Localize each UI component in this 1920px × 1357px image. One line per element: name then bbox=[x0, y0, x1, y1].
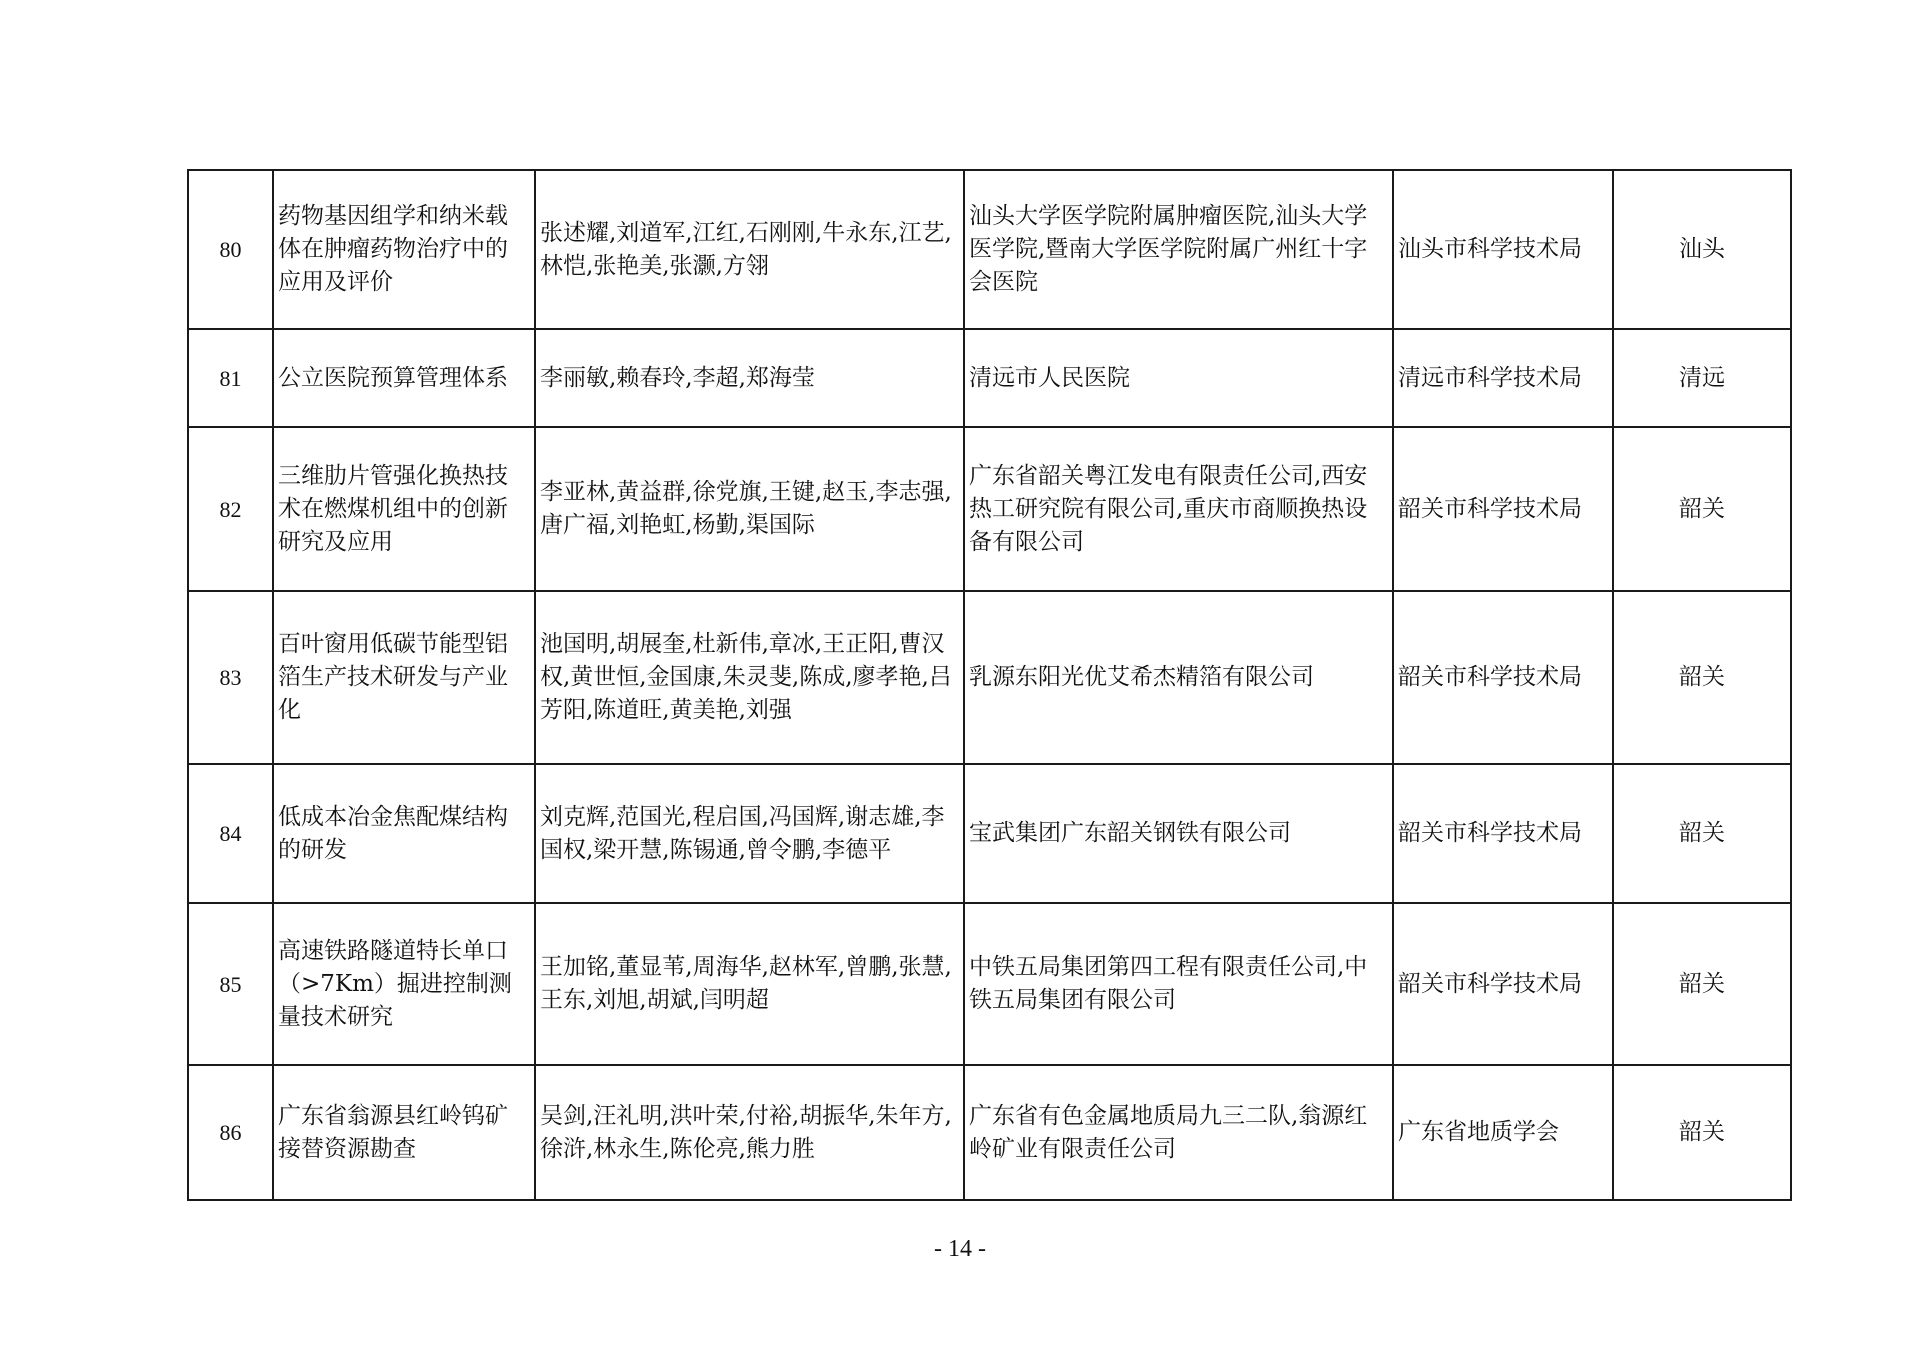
nominating-unit: 清远市科学技术局 bbox=[1393, 329, 1613, 427]
team-members: 刘克辉,范国光,程启国,冯国辉,谢志雄,李国权,梁开慧,陈锡通,曾令鹏,李德平 bbox=[535, 764, 964, 903]
city: 清远 bbox=[1613, 329, 1791, 427]
table-row bbox=[188, 903, 1791, 1065]
table-row bbox=[188, 1065, 1791, 1200]
city: 韶关 bbox=[1613, 427, 1791, 591]
team-members: 王加铭,董显苇,周海华,赵林军,曾鹏,张慧,王东,刘旭,胡斌,闫明超 bbox=[535, 903, 964, 1065]
row-number: 80 bbox=[188, 170, 273, 329]
award-table bbox=[187, 169, 1792, 1201]
table-row bbox=[188, 591, 1791, 764]
table-row bbox=[188, 427, 1791, 591]
city: 韶关 bbox=[1613, 764, 1791, 903]
team-members: 张述耀,刘道军,江红,石刚刚,牛永东,江艺,林恺,张艳美,张灏,方翎 bbox=[535, 170, 964, 329]
project-name: 百叶窗用低碳节能型铝箔生产技术研发与产业化 bbox=[273, 591, 535, 764]
team-members: 池国明,胡展奎,杜新伟,章冰,王正阳,曹汉权,黄世恒,金国康,朱灵斐,陈成,廖孝艳,吕芳阳,陈道旺,黄美艳,刘强 bbox=[535, 591, 964, 764]
team-members: 吴剑,汪礼明,洪叶荣,付裕,胡振华,朱年方,徐浒,林永生,陈伦亮,熊力胜 bbox=[535, 1065, 964, 1200]
row-number: 85 bbox=[188, 903, 273, 1065]
table-row bbox=[188, 170, 1791, 329]
row-number: 82 bbox=[188, 427, 273, 591]
project-name: 广东省翁源县红岭钨矿接替资源勘查 bbox=[273, 1065, 535, 1200]
completing-units: 乳源东阳光优艾希杰精箔有限公司 bbox=[964, 591, 1393, 764]
row-number: 81 bbox=[188, 329, 273, 427]
page-number: - 14 - bbox=[934, 1236, 986, 1262]
nominating-unit: 广东省地质学会 bbox=[1393, 1065, 1613, 1200]
table-row bbox=[188, 329, 1791, 427]
nominating-unit: 韶关市科学技术局 bbox=[1393, 764, 1613, 903]
completing-units: 汕头大学医学院附属肿瘤医院,汕头大学医学院,暨南大学医学院附属广州红十字会医院 bbox=[964, 170, 1393, 329]
completing-units: 广东省韶关粤江发电有限责任公司,西安热工研究院有限公司,重庆市商顺换热设备有限公司 bbox=[964, 427, 1393, 591]
row-number: 86 bbox=[188, 1065, 273, 1200]
row-number: 84 bbox=[188, 764, 273, 903]
city: 汕头 bbox=[1613, 170, 1791, 329]
project-name: 药物基因组学和纳米载体在肿瘤药物治疗中的应用及评价 bbox=[273, 170, 535, 329]
project-name: 公立医院预算管理体系 bbox=[273, 329, 535, 427]
city: 韶关 bbox=[1613, 903, 1791, 1065]
nominating-unit: 韶关市科学技术局 bbox=[1393, 427, 1613, 591]
completing-units: 广东省有色金属地质局九三二队,翁源红岭矿业有限责任公司 bbox=[964, 1065, 1393, 1200]
completing-units: 宝武集团广东韶关钢铁有限公司 bbox=[964, 764, 1393, 903]
project-name: 高速铁路隧道特长单口（>7Km）掘进控制测量技术研究 bbox=[273, 903, 535, 1065]
nominating-unit: 韶关市科学技术局 bbox=[1393, 591, 1613, 764]
team-members: 李亚林,黄益群,徐党旗,王键,赵玉,李志强,唐广福,刘艳虹,杨勤,渠国际 bbox=[535, 427, 964, 591]
table-row bbox=[188, 764, 1791, 903]
city: 韶关 bbox=[1613, 1065, 1791, 1200]
project-name: 低成本冶金焦配煤结构的研发 bbox=[273, 764, 535, 903]
row-number: 83 bbox=[188, 591, 273, 764]
project-name: 三维肋片管强化换热技术在燃煤机组中的创新研究及应用 bbox=[273, 427, 535, 591]
nominating-unit: 韶关市科学技术局 bbox=[1393, 903, 1613, 1065]
nominating-unit: 汕头市科学技术局 bbox=[1393, 170, 1613, 329]
completing-units: 中铁五局集团第四工程有限责任公司,中铁五局集团有限公司 bbox=[964, 903, 1393, 1065]
city: 韶关 bbox=[1613, 591, 1791, 764]
team-members: 李丽敏,赖春玲,李超,郑海莹 bbox=[535, 329, 964, 427]
completing-units: 清远市人民医院 bbox=[964, 329, 1393, 427]
